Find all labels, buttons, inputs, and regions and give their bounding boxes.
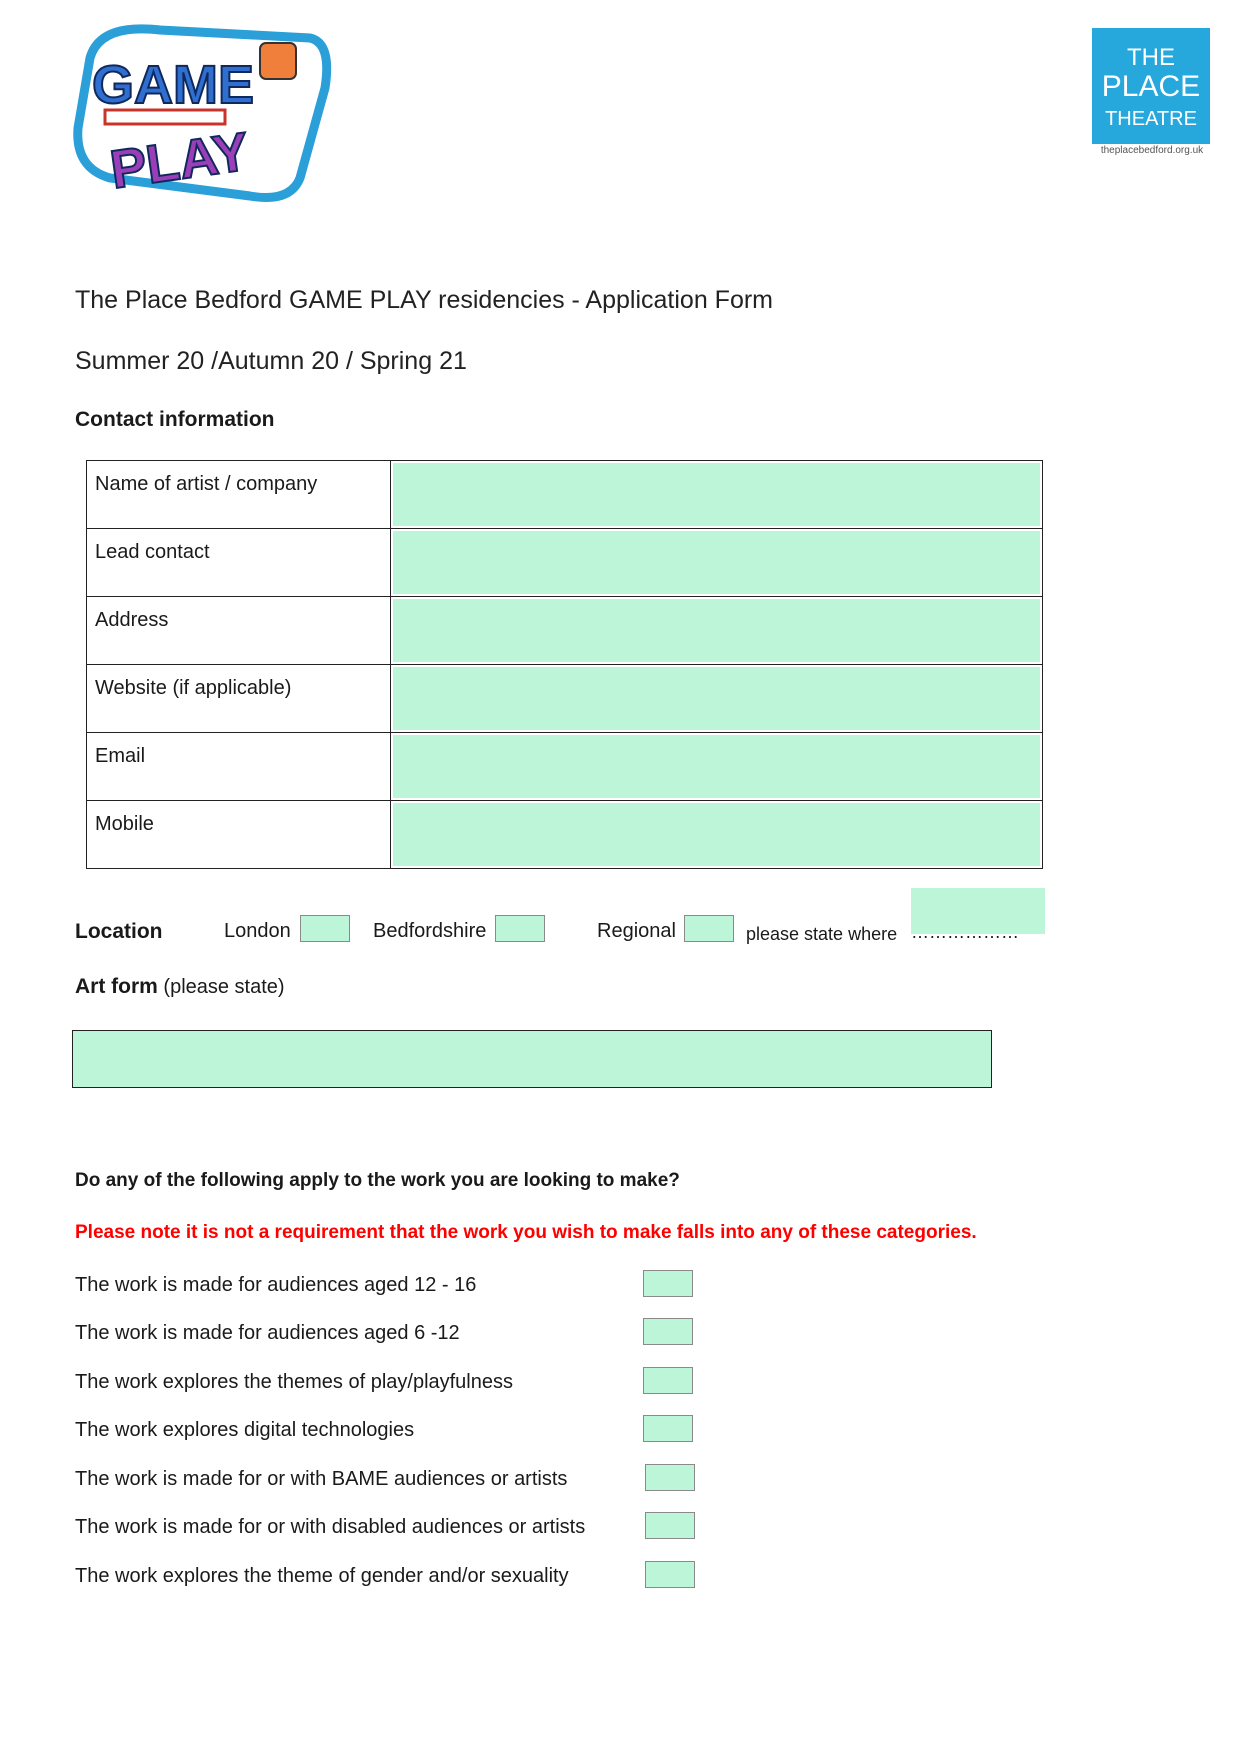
questions-heading: Do any of the following apply to the work you are looking to make? — [75, 1170, 680, 1191]
question-item: The work is made for or with disabled audiences or artists — [75, 1516, 586, 1538]
game-logo-word-play: PLAY — [106, 121, 253, 201]
table-row — [87, 801, 1043, 869]
table-row — [87, 733, 1043, 801]
page-title: The Place Bedford GAME PLAY residencies - Application Form — [75, 286, 774, 314]
please-state-where-label: please state where — [746, 924, 898, 944]
dotted-line: ……………… — [911, 922, 1019, 942]
art-form-heading-row — [75, 975, 285, 999]
email-field[interactable] — [393, 735, 1040, 798]
contact-table — [86, 460, 1043, 869]
lead-contact-field[interactable] — [393, 531, 1040, 594]
address-field[interactable] — [393, 599, 1040, 662]
questions-note: Please note it is not a requirement that the work you wish to make falls into any of these categories. — [75, 1222, 977, 1243]
question-checkbox-digital[interactable] — [643, 1415, 693, 1442]
question-checkbox-aged-6-12[interactable] — [643, 1318, 693, 1345]
location-london-label: London — [224, 920, 291, 942]
row-label: Website (if applicable) — [87, 665, 391, 733]
question-checkbox-disabled[interactable] — [645, 1512, 695, 1539]
row-label: Address — [87, 597, 391, 665]
location-bedfordshire-checkbox[interactable] — [495, 915, 545, 942]
game-logo-word-game: GAME — [92, 55, 254, 115]
question-checkbox-play[interactable] — [643, 1367, 693, 1394]
website-field[interactable] — [393, 667, 1040, 730]
question-checkbox-gender[interactable] — [645, 1561, 695, 1588]
location-regional-label: Regional — [597, 920, 676, 942]
mobile-field[interactable] — [393, 803, 1040, 866]
art-form-heading: Art form — [75, 975, 158, 998]
table-row — [87, 461, 1043, 529]
place-url: theplacebedford.org.uk — [1100, 145, 1204, 156]
contact-heading: Contact information — [75, 408, 275, 431]
question-checkbox-bame[interactable] — [645, 1464, 695, 1491]
table-row — [87, 597, 1043, 665]
row-label: Name of artist / company — [87, 461, 391, 529]
place-logo-line-1: THE — [1127, 44, 1175, 71]
row-label: Email — [87, 733, 391, 801]
question-item: The work is made for audiences aged 6 -12 — [75, 1322, 460, 1344]
question-item: The work is made for audiences aged 12 - 16 — [75, 1274, 477, 1296]
place-logo-line-2: PLACE — [1101, 70, 1201, 103]
the-place-theatre-logo — [1092, 28, 1210, 144]
art-form-field[interactable] — [72, 1030, 992, 1088]
question-checkbox-aged-12-16[interactable] — [643, 1270, 693, 1297]
question-item: The work is made for or with BAME audiences or artists — [75, 1468, 568, 1490]
table-row — [87, 665, 1043, 733]
art-form-hint: (please state) — [163, 976, 285, 998]
question-item: The work explores digital technologies — [75, 1419, 415, 1441]
location-heading: Location — [75, 920, 163, 943]
location-regional-checkbox[interactable] — [684, 915, 734, 942]
place-logo-line-3: THEATRE — [1105, 108, 1197, 130]
game-play-logo — [70, 18, 332, 206]
row-label: Mobile — [87, 801, 391, 869]
table-row — [87, 529, 1043, 597]
artist-name-field[interactable] — [393, 463, 1040, 526]
location-bedfordshire-label: Bedfordshire — [373, 920, 487, 942]
row-label: Lead contact — [87, 529, 391, 597]
question-item: The work explores the themes of play/playfulness — [75, 1371, 513, 1393]
location-london-checkbox[interactable] — [300, 915, 350, 942]
question-item: The work explores the theme of gender and/or sexuality — [75, 1565, 569, 1587]
seasons-subtitle: Summer 20 /Autumn 20 / Spring 21 — [75, 347, 467, 375]
